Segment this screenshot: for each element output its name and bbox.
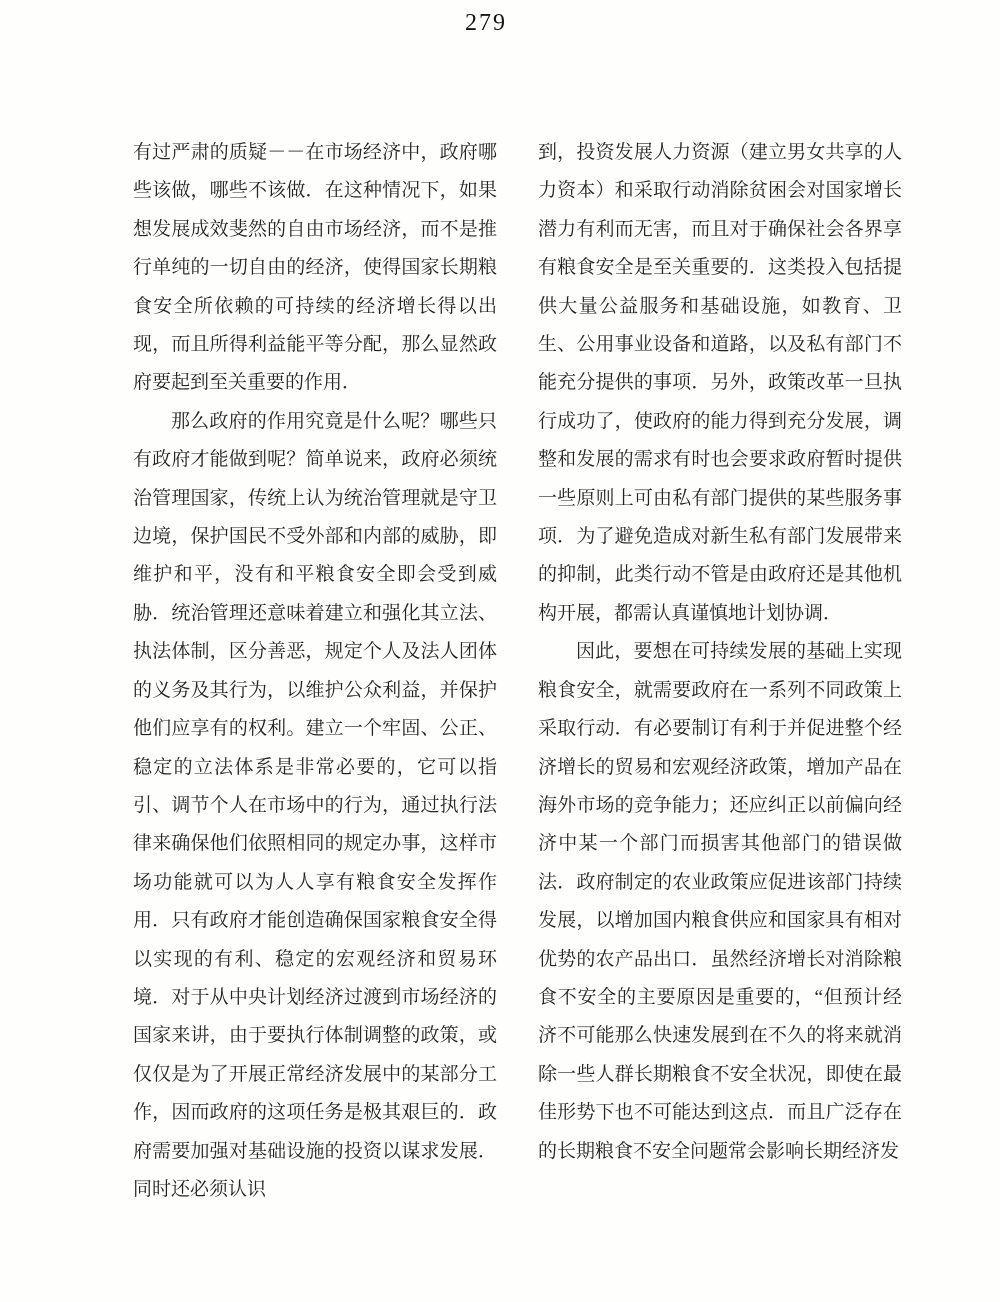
paragraph: 有过严肃的质疑－－在市场经济中，政府哪些该做，哪些不该做．在这种情况下，如果想发展成效斐然的自由市场经济，而不是推行单纯的一切自由的经济，使得国家长期粮食安全所依赖的可持续的经济增长得以出现，而且所得利益能平等分配，那么显然政府要起到至关重要的作用． xyxy=(133,142,497,394)
text-columns xyxy=(133,134,902,1209)
paragraph: 因此，要想在可持续发展的基础上实现粮食安全，就需要政府在一系列不同政策上采取行动．有必要制订有利于并促进整个经济增长的贸易和宏观经济政策，增加产品在海外市场的竞争能力；还应纠正以前偏向经济中某一个部门而损害其他部门的错误做法．政府制定的农业政策应促进该部门持续发展，以增加国内粮食供应和国家具有相对优势的农产品出口．虽然经济增长对消除粮食不安全的主要原因是重要的，“但预计经济不可能那么快速发展到在不久的将来就消除一些人群长期粮食不安全状况，即使在最佳形势下也不可能达到这点．而且广泛存在的长期粮食不安全问题常会影响长期经济发 xyxy=(538,641,902,1162)
paragraph: 到，投资发展人力资源（建立男女共享的人力资本）和采取行动消除贫困会对国家增长潜力有利而无害，而且对于确保社会各界享有粮食安全是至关重要的．这类投入包括提供大量公益服务和基础设施，如教育、卫生、公用事业设备和道路，以及私有部门不能充分提供的事项．另外，政策改革一旦执行成功了，使政府的能力得到充分发展，调整和发展的需求有时也会要求政府暂时提供一些原则上可由私有部门提供的某些服务事项．为了避免造成对新生私有部门发展带来的抑制，此类行动不管是由政府还是其他机构开展，都需认真谨慎地计划协调． xyxy=(538,142,902,624)
paragraph: 那么政府的作用究竟是什么呢？哪些只有政府才能做到呢？简单说来，政府必须统治管理国家，传统上认为统治管理就是守卫边境，保护国民不受外部和内部的威胁，即维护和平，没有和平粮食安全即会受到威胁．统治管理还意味着建立和强化其立法、执法体制，区分善恶，规定个人及法人团体的义务及其行为，以维护公众利益，并保护他们应享有的权利。建立一个牢固、公正、稳定的立法体系是非常必要的，它可以指引、调节个人在市场中的行为，通过执行法律来确保他们依照相同的规定办事，这样市场功能就可以为人人享有粮食安全发挥作用．只有政府才能创造确保国家粮食安全得以实现的有利、稳定的宏观经济和贸易环境．对于从中央计划经济过渡到市场经济的国家来讲，由于要执行体制调整的政策，或仅仅是为了开展正常经济发展中的某部分工作，因而政府的这项任务是极其艰巨的．政府需要加强对基础设施的投资以谋求发展．同时还必须认识 xyxy=(133,410,497,1200)
page-number: 279 xyxy=(465,10,507,36)
left-column xyxy=(133,134,497,1209)
right-column xyxy=(538,134,902,1209)
